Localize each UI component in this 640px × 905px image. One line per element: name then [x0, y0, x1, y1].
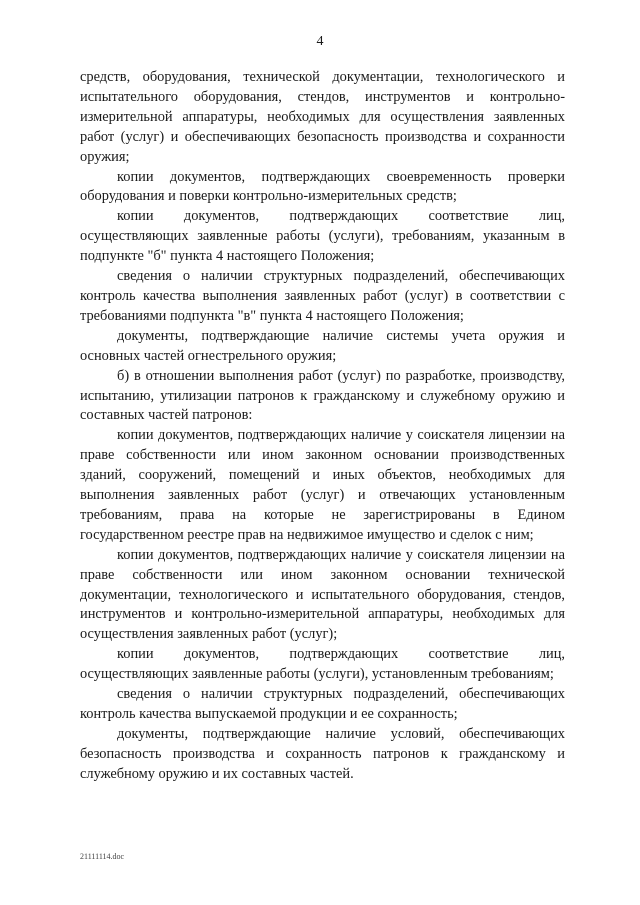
page-number: 4: [316, 34, 324, 49]
paragraph: копии документов, подтверждающих своевременность проверки оборудования и поверки контрольно-измерительных средств;: [80, 168, 565, 205]
paragraph: документы, подтверждающие наличие системы учета оружия и основных частей огнестрельного оружия;: [80, 327, 565, 364]
paragraph: сведения о наличии структурных подразделений, обеспечивающих контроль качества выполнения заявленных работ (услуг) в соответствии с требованиями подпункта "в" пункта 4 настоящего Положения;: [80, 268, 565, 324]
paragraph: копии документов, подтверждающих наличие у соискателя лицензии на праве собственности или ином законном основании производственных зданий, сооружений, помещений и иных объектов, необходимых для выполнения заявленных работ (услуг) и отвечающих установленным требованиям, права на которые не зарегистрированы в Едином государственном реестре прав на недвижимое имущество и сделок с ним;: [80, 427, 565, 543]
paragraph: б) в отношении выполнения работ (услуг) по разработке, производству, испытанию, утилизации патронов к гражданскому и служебному оружию и составных частей патронов:: [80, 367, 565, 424]
paragraph: средств, оборудования, технической документации, технологического и испытательного оборудования, стендов, инструментов и контрольно-измерительной аппаратуры, необходимых для осуществления заявленных работ (услуг) и обеспечивающих безопасность производства и сохранности оружия;: [80, 69, 565, 165]
paragraph: копии документов, подтверждающих соответствие лиц, осуществляющих заявленные работы (услуги), установленным требованиям;: [80, 646, 565, 683]
paragraph: копии документов, подтверждающих соответствие лиц, осуществляющих заявленные работы (услуги), требованиям, указанным в подпункте "б" пункта 4 настоящего Положения;: [80, 208, 565, 265]
document-body: [80, 68, 565, 785]
paragraph: копии документов, подтверждающих наличие у соискателя лицензии на праве собственности или ином законном основании технической документации, технологического и испытательного оборудования, стендов, инструментов и контрольно-измерительной аппаратуры, необходимых для осуществления заявленных работ (услуг);: [80, 546, 565, 643]
footer-file-code: 21111114.doc: [80, 852, 125, 861]
paragraph: сведения о наличии структурных подразделений, обеспечивающих контроль качества выпускаемой продукции и ее сохранность;: [80, 686, 565, 722]
paragraph: документы, подтверждающие наличие условий, обеспечивающих безопасность производства и сохранность патронов к гражданскому и служебному оружию и их составных частей.: [80, 725, 565, 782]
